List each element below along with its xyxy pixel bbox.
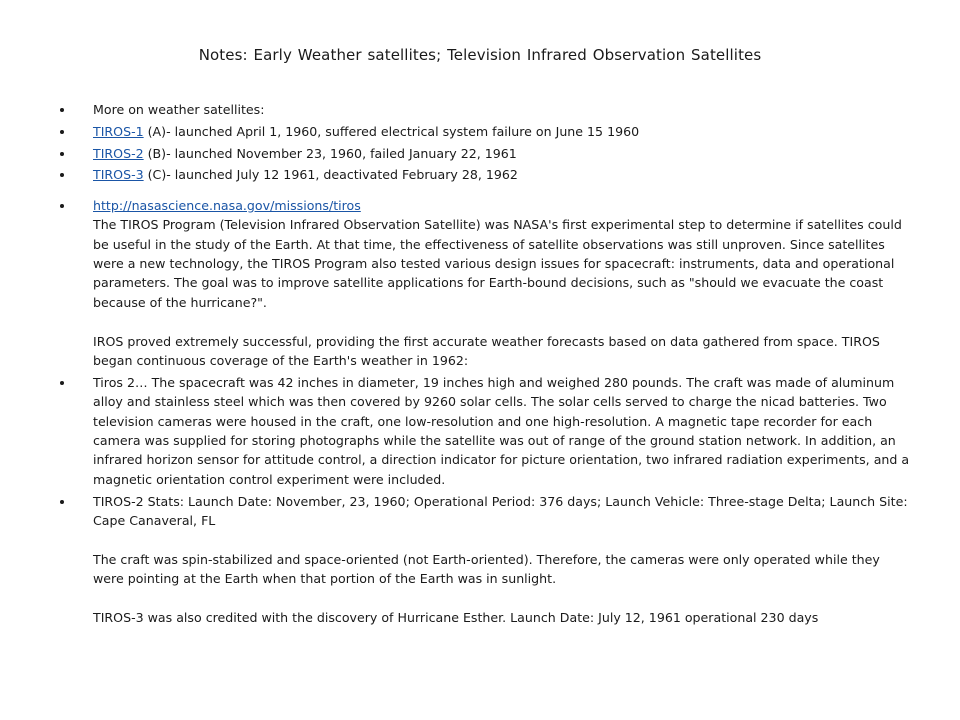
tiros-2-details-text: Tiros 2… The spacecraft was 42 inches in diameter, 19 inches high and weighed 280 pounds. The craft was made of aluminum alloy and stainless steel which was then covered by 9260 solar cells. The solar cells served to charge the nicad batteries. Two television cameras were housed in the craft, one low-resolution and one high-resolution. A magnetic tape recorder for each camera was supplied for storing photographs while the satellite was out of range of the ground station network. In addition, an infrared horizon sensor for attitude control, a direction indicator for picture orientation, two infrared radiation experiments, and a magnetic orientation control experiment were included. <box>93 374 910 487</box>
tiros-1-text: (A)- launched April 1, 1960, suffered electrical system failure on June 15 1960 <box>143 123 640 139</box>
bullet-dot-icon <box>60 108 64 112</box>
bullet-dot-icon <box>60 381 64 385</box>
bullet-tiros-2-details <box>60 373 910 489</box>
bullet-intro <box>60 100 910 119</box>
bullet-tiros-2 <box>60 144 910 163</box>
bullet-tiros-2-stats <box>60 492 910 628</box>
program-description: The TIROS Program (Television Infrared Observation Satellite) was NASA's first experimental step to determine if satellites could be useful in the study of the Earth. At that time, the effectiveness of satellite observations was still unproven. Since satellites were a new technology, the TIROS Program also tested various design issues for spacecraft: instruments, data and operational parameters. The goal was to improve satellite applications for Earth-bound decisions, such as "should we evacuate the coast because of the hurricane?". <box>93 217 902 310</box>
program-success: IROS proved extremely successful, providing the first accurate weather forecasts based on data gathered from space. TIROS began continuous coverage of the Earth's weather in 1962: <box>93 333 880 369</box>
bullet-tiros-1 <box>60 122 910 141</box>
bullet-tiros-3 <box>60 165 910 184</box>
tiros-2-text: (B)- launched November 23, 1960, failed January 22, 1961 <box>143 145 517 161</box>
tiros-2-stats-line: TIROS-2 Stats: Launch Date: November, 23, 1960; Operational Period: 376 days; Launch Vehicle: Three-stage Delta; Launch Site: Cape Canaveral, FL <box>93 493 908 529</box>
spacer <box>93 312 910 331</box>
spin-stabilized-text: The craft was spin-stabilized and space-oriented (not Earth-oriented). Therefore, the cameras were only operated while they were pointing at the Earth when that portion of the Earth was in sunlight. <box>93 551 880 587</box>
tiros-3-esther-text: TIROS-3 was also credited with the discovery of Hurricane Esther. Launch Date: July 12, 1961 operational 230 days <box>93 610 819 626</box>
tiros-3-text: (C)- launched July 12 1961, deactivated February 28, 1962 <box>143 167 518 183</box>
nasa-tiros-url-link[interactable]: http://nasascience.nasa.gov/missions/tiros <box>93 197 361 213</box>
bullet-dot-icon <box>60 500 64 504</box>
tiros-1-link[interactable]: TIROS-1 <box>93 123 144 139</box>
spacer <box>93 530 910 549</box>
bullet-list <box>60 100 910 630</box>
tiros-2-link[interactable]: TIROS-2 <box>93 145 144 161</box>
spacer <box>93 589 910 608</box>
bullet-dot-icon <box>60 204 64 208</box>
bullet-dot-icon <box>60 173 64 177</box>
tiros-3-link[interactable]: TIROS-3 <box>93 167 144 183</box>
bullet-dot-icon <box>60 152 64 156</box>
bullet-tiros-program <box>60 196 910 371</box>
bullet-dot-icon <box>60 130 64 134</box>
slide-title: Notes: Early Weather satellites; Television Infrared Observation Satellites <box>198 46 762 64</box>
intro-text: More on weather satellites: <box>93 102 265 117</box>
